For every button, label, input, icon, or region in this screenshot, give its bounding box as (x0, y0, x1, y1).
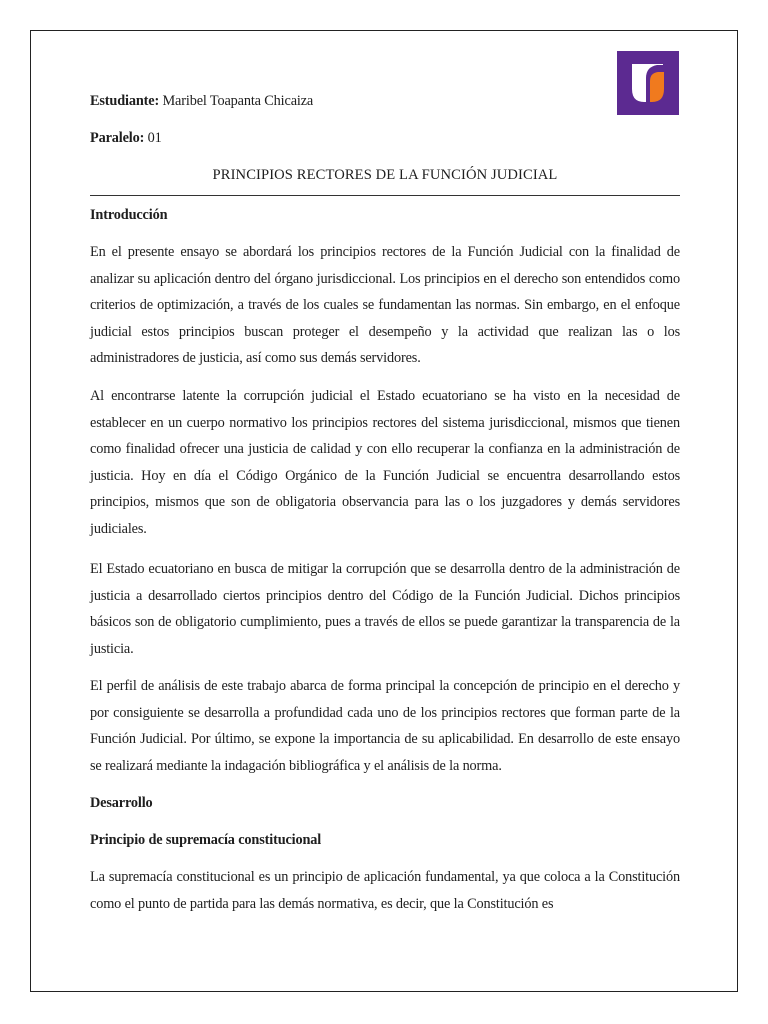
paragraph-2: Al encontrarse latente la corrupción judicial el Estado ecuatoriano se ha visto en la necesidad de establecer en un cuerpo normativo los principios rectores del sistema jurisdiccional, mismos que tienen como finalidad ofrecer una justicia de calidad y con ello recuperar la confianza en la administración de justicia. Hoy en día el Código Orgánico de la Función Judicial se encuentra desarrollando estos principios, mismos que son de obligatoria observancia para las o los juzgadores y demás servidores judiciales. (90, 388, 680, 537)
document-title: PRINCIPIOS RECTORES DE LA FUNCIÓN JUDICIAL (212, 167, 558, 183)
paragraph-5: La supremacía constitucional es un principio de aplicación fundamental, ya que coloca a la Constitución como el punto de partida para las demás normativa, es decir, que la Constitución es (90, 869, 680, 912)
logo-mark (617, 51, 679, 115)
student-line (90, 93, 313, 110)
document-page (30, 30, 738, 992)
paragraph-3: El Estado ecuatoriano en busca de mitigar la corrupción que se desarrolla dentro de la administración de justicia a desarrollado ciertos principios dentro del Código de la Función Judicial. Dichos principios básicos son de obligatorio cumplimiento, pues a través de ellos se puede garantizar la transparencia de la justicia. (90, 561, 680, 657)
intro-heading: Introducción (90, 207, 168, 223)
paralelo-line (90, 130, 162, 147)
development-heading: Desarrollo (90, 795, 153, 811)
title-divider (90, 195, 680, 196)
paralelo-label: Paralelo: (90, 130, 145, 146)
section-subheading: Principio de supremacía constitucional (90, 832, 322, 848)
student-label: Estudiante: (90, 93, 160, 109)
paragraph-1: En el presente ensayo se abordará los principios rectores de la Función Judicial con la finalidad de analizar su aplicación dentro del órgano jurisdiccional. Los principios en el derecho son entendidos como criterios de optimización, a través de los cuales se fundamentan las normas. Sin embargo, en el enfoque judicial estos principios buscan proteger el desempeño y la actividad que realizan las o los administradores de justicia, así como sus demás servidores. (90, 244, 680, 366)
paragraph-4: El perfil de análisis de este trabajo abarca de forma principal la concepción de principio en el derecho y por consiguiente se desarrolla a profundidad cada uno de los principios rectores que forman parte de la Función Judicial. Por último, se expone la importancia de su aplicabilidad. En desarrollo de este ensayo se realizará mediante la indagación bibliográfica y el análisis de la norma. (90, 678, 680, 774)
paralelo-value: 01 (147, 130, 162, 146)
university-logo-icon (617, 51, 679, 115)
student-name: Maribel Toapanta Chicaiza (162, 93, 314, 109)
